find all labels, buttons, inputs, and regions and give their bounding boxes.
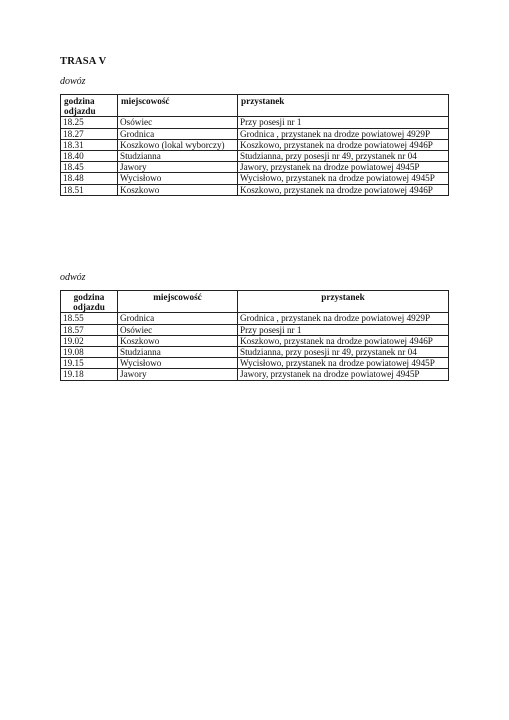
cell-place: Grodnica	[118, 128, 238, 139]
cell-place: Jawory	[118, 162, 238, 173]
table-row	[61, 117, 449, 128]
cell-stop: Jawory, przystanek na drodze powiatowej 4945P	[238, 369, 449, 380]
cell-stop: Przy posesji nr 1	[238, 117, 449, 128]
cell-place: Osówiec	[118, 324, 238, 335]
table-header-row	[61, 95, 449, 117]
document-title: TRASA V	[60, 56, 107, 67]
cell-time: 18.45	[61, 162, 118, 173]
cell-time: 19.18	[61, 369, 118, 380]
cell-time: 18.55	[61, 313, 118, 324]
cell-stop: Koszkowo, przystanek na drodze powiatowej 4946P	[238, 184, 449, 195]
cell-stop: Studzianna, przy posesji nr 49, przystanek nr 04	[238, 347, 449, 358]
cell-place: Wycisłowo	[118, 173, 238, 184]
cell-stop: Grodnica , przystanek na drodze powiatowej 4929P	[238, 128, 449, 139]
header-stop: przystanek	[238, 291, 449, 313]
schedule-table-dowoz	[60, 94, 449, 196]
header-stop: przystanek	[238, 95, 449, 117]
table-row	[61, 184, 449, 195]
cell-stop: Wycisłowo, przystanek na drodze powiatowej 4945P	[238, 173, 449, 184]
cell-time: 19.02	[61, 335, 118, 346]
cell-stop: Grodnica , przystanek na drodze powiatowej 4929P	[238, 313, 449, 324]
cell-place: Osówiec	[118, 117, 238, 128]
table-row	[61, 369, 449, 380]
header-time: godzina odjazdu	[61, 291, 118, 313]
cell-time: 18.48	[61, 173, 118, 184]
table-row	[61, 358, 449, 369]
schedule-table-odwoz	[60, 290, 449, 381]
header-place: miejscowość	[118, 95, 238, 117]
table-row	[61, 139, 449, 150]
cell-time: 18.40	[61, 151, 118, 162]
cell-place: Wycisłowo	[118, 358, 238, 369]
cell-stop: Przy posesji nr 1	[238, 324, 449, 335]
cell-place: Koszkowo (lokal wyborczy)	[118, 139, 238, 150]
cell-time: 18.25	[61, 117, 118, 128]
table-row	[61, 347, 449, 358]
table-row	[61, 173, 449, 184]
cell-place: Koszkowo	[118, 335, 238, 346]
cell-time: 18.51	[61, 184, 118, 195]
header-time: godzina odjazdu	[61, 95, 118, 117]
table-header-row	[61, 291, 449, 313]
cell-time: 18.57	[61, 324, 118, 335]
cell-place: Koszkowo	[118, 184, 238, 195]
cell-time: 19.08	[61, 347, 118, 358]
section-label-odwoz: odwóz	[60, 272, 86, 283]
table-row	[61, 324, 449, 335]
cell-place: Studzianna	[118, 347, 238, 358]
cell-place: Jawory	[118, 369, 238, 380]
cell-stop: Studzianna, przy posesji nr 49, przystanek nr 04	[238, 151, 449, 162]
table-row	[61, 162, 449, 173]
cell-time: 18.31	[61, 139, 118, 150]
table-row	[61, 151, 449, 162]
table-row	[61, 313, 449, 324]
cell-stop: Wycisłowo, przystanek na drodze powiatowej 4945P	[238, 358, 449, 369]
cell-time: 19.15	[61, 358, 118, 369]
cell-stop: Koszkowo, przystanek na drodze powiatowej 4946P	[238, 335, 449, 346]
section-label-dowoz: dowóz	[60, 76, 86, 87]
cell-stop: Jawory, przystanek na drodze powiatowej 4945P	[238, 162, 449, 173]
table-row	[61, 128, 449, 139]
cell-place: Studzianna	[118, 151, 238, 162]
header-place: miejscowość	[118, 291, 238, 313]
table-row	[61, 335, 449, 346]
cell-time: 18.27	[61, 128, 118, 139]
cell-stop: Koszkowo, przystanek na drodze powiatowej 4946P	[238, 139, 449, 150]
cell-place: Grodnica	[118, 313, 238, 324]
